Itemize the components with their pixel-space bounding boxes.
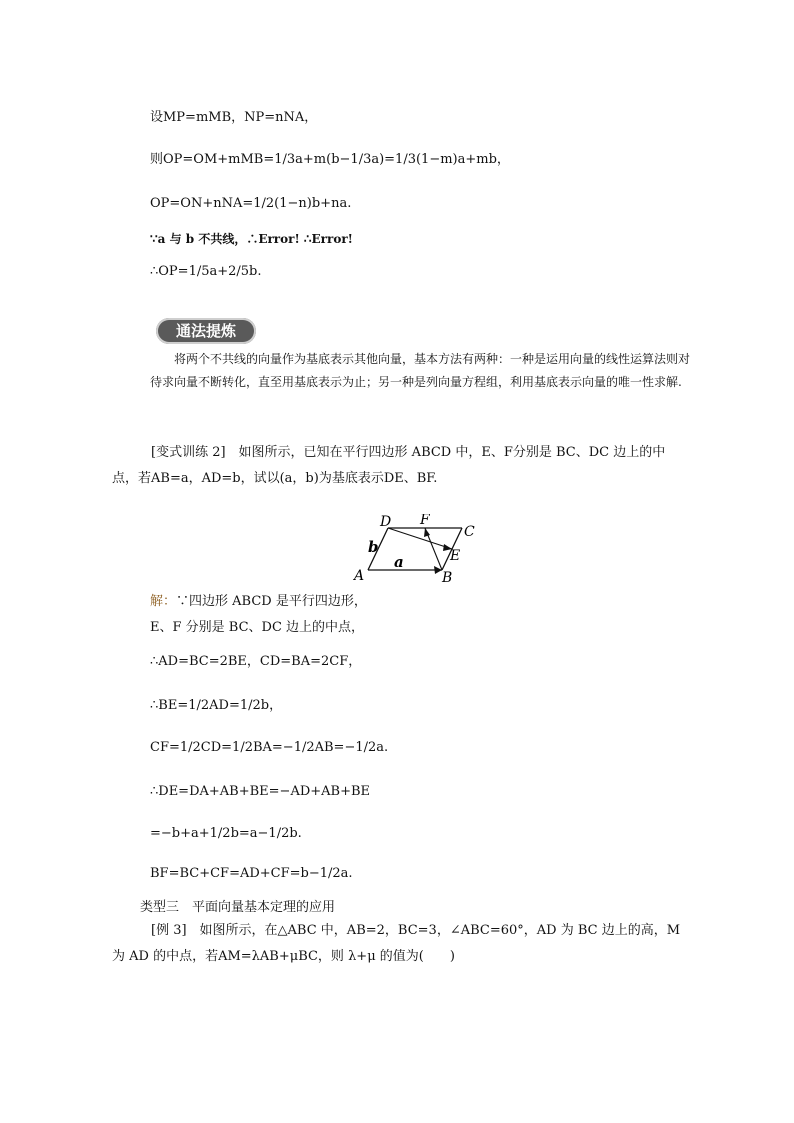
label-a-point: A (354, 568, 365, 584)
label-f-point: F (420, 514, 430, 528)
solution-line-7: =−b+a+1/2b=a−1/2b. (150, 826, 302, 841)
line-op-result: ∴OP=1/5a+2/5b. (150, 264, 262, 279)
label-a-vector: a (394, 553, 404, 571)
label-d-point: D (380, 514, 392, 530)
solution-line-2: E、F 分别是 BC、DC 边上的中点， (150, 620, 365, 635)
arrow-bf (424, 528, 430, 537)
solution-line-6: ∴DE=DA+AB+BE=−AD+AB+BE (150, 784, 371, 799)
label-e-point: E (450, 548, 461, 564)
solution-line-1 (150, 594, 367, 610)
solution-line-5: CF=1/2CD=1/2BA=−1/2AB=−1/2a. (150, 740, 389, 755)
solution-line-3: ∴AD=BC=2BE，CD=BA=2CF， (150, 654, 362, 669)
method-paragraph: 将两个不共线的向量作为基底表示其他向量，基本方法有两种：一种是运用向量的线性运算法则对待求向量不断转化，直至用基底表示为止；另一种是列向量方程组，利用基底表示向量的唯一性求解. (150, 352, 691, 389)
solution-line-8: BF=BC+CF=AD+CF=b−1/2a. (150, 866, 353, 881)
line-op-expansion-2: OP=ON+nNA=1/2(1−n)b+na. (150, 196, 352, 211)
exercise-2-text: [变式训练 2] 如图所示，已知在平行四边形 ABCD 中，E、F分别是 BC、DC 边上的中点，若AB=a，AD=b，试以(a，b)为基底表示DE、BF. (112, 445, 666, 486)
type3-heading: 类型三 平面向量基本定理的应用 (140, 900, 336, 915)
label-b-point: B (442, 570, 453, 584)
label-c-point: C (464, 524, 475, 540)
label-b-vector: b (368, 538, 379, 556)
line-set-mp: 设MP=mMB，NP=nNA， (150, 110, 318, 125)
solution-label: 解： (150, 594, 177, 609)
method-summary-badge: 通法提炼 (156, 318, 256, 344)
line-op-expansion-1: 则OP=OM+mMB=1/3a+m(b−1/3a)=1/3(1−m)a+mb， (150, 152, 510, 167)
parallelogram-figure (350, 514, 510, 584)
vector-de (388, 528, 452, 549)
example-3-text: [例 3] 如图所示，在△ABC 中，AB=2，BC=3，∠ABC=60°，AD 为 BC 边上的高，M 为 AD 的中点，若AM=λAB+μBC，则 λ+μ 的值为( ) (112, 923, 681, 964)
line-noncollinear: ∵a 与 b 不共线，∴Error! ∴Error! (150, 232, 353, 246)
solution-line-4: ∴BE=1/2AD=1/2b， (150, 698, 283, 713)
solution-line-1-text: ∵四边形 ABCD 是平行四边形， (176, 594, 367, 609)
